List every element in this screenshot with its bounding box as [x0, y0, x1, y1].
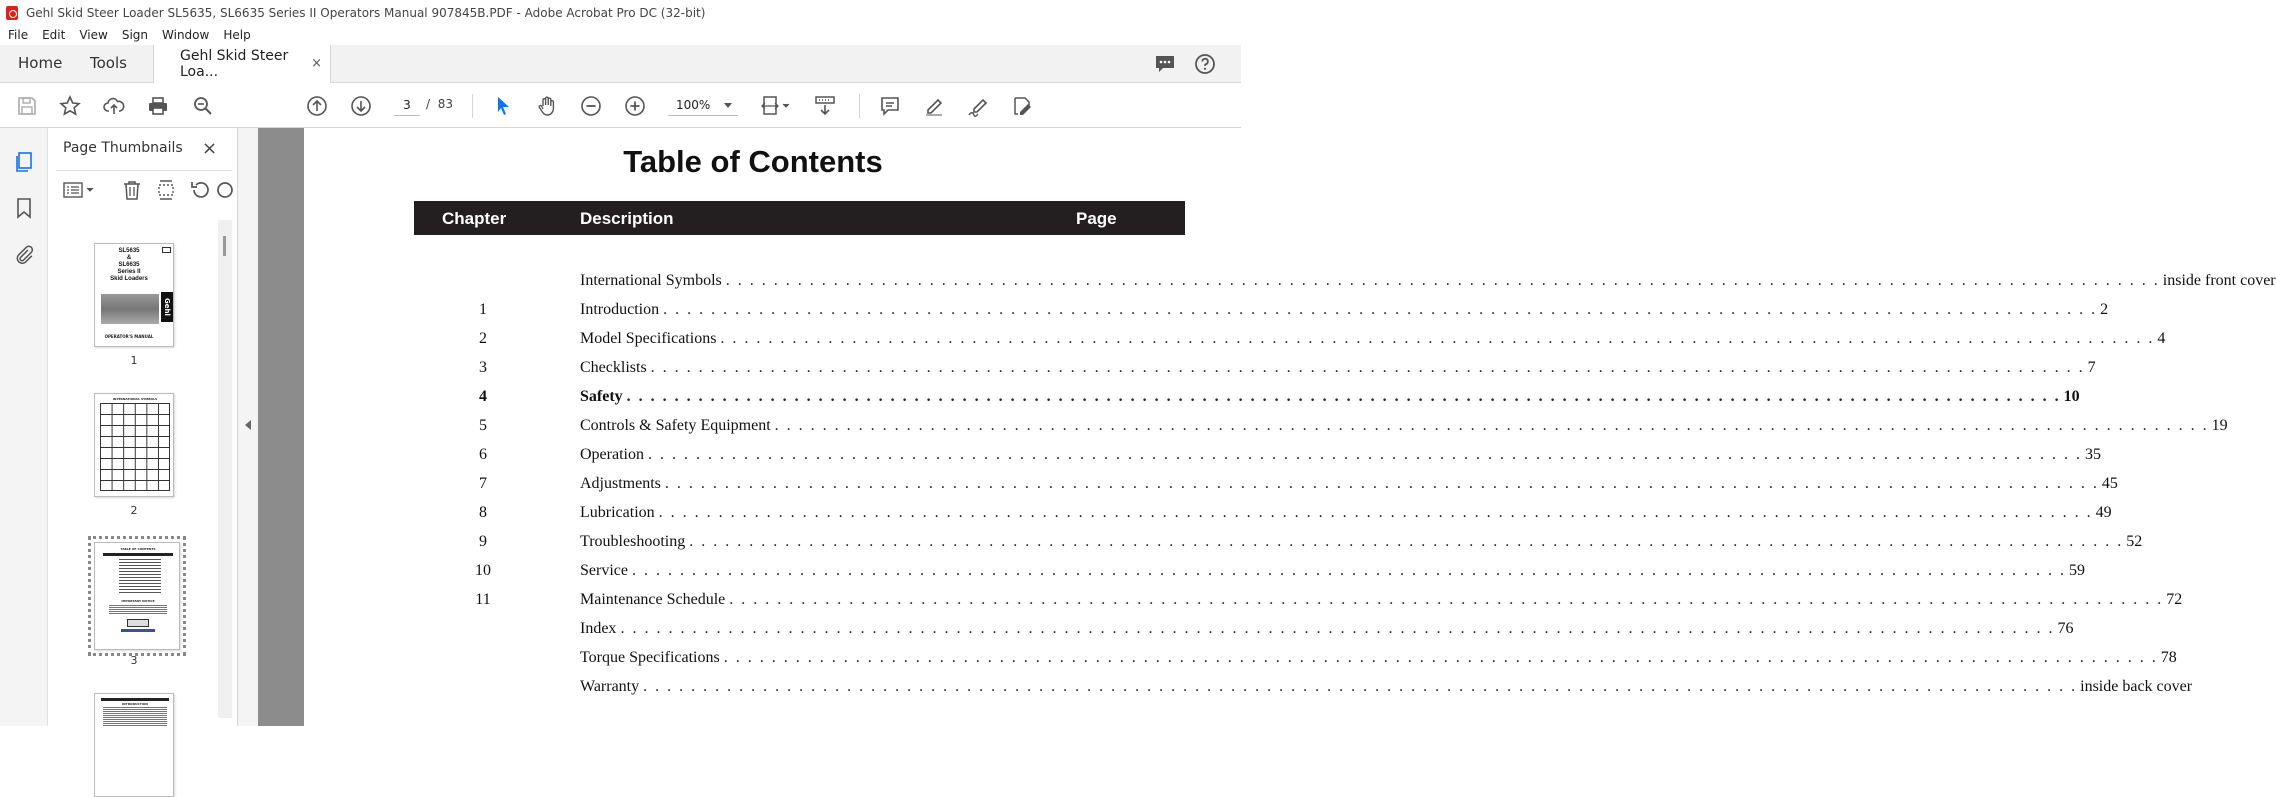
toc-page-number: 2 — [2100, 301, 2109, 318]
comment-bubble-icon[interactable] — [1153, 52, 1177, 76]
page-fit-icon[interactable] — [758, 94, 792, 118]
thumbnail-list — [48, 220, 234, 720]
menu-window[interactable]: Window — [162, 28, 210, 42]
toc-chapter-number: 8 — [479, 504, 487, 521]
toc-entry — [580, 359, 2096, 377]
thumbnail-scrollbar[interactable] — [218, 220, 232, 718]
toc-leader-dots: . . . . . . . . . . . . . . . . . . . . . . . . . . . . . . . . . . . . . . . . . . . . . . . . . . . . . . . . . . . . . . . . . . . . . . . . . . . . . . . . . . . . . . . . . . . . . . . . . . . . . . . . . . . . . . . . . . . . . . . . — [647, 446, 2082, 463]
select-cursor-icon[interactable] — [491, 94, 515, 118]
zoom-out-icon[interactable] — [579, 94, 603, 118]
upload-cloud-icon[interactable] — [102, 94, 126, 118]
page-number-input[interactable]: 3 — [394, 94, 420, 116]
cover-line: & — [126, 255, 132, 261]
panel-title: Page Thumbnails — [63, 140, 183, 156]
thumbnail-number: 3 — [130, 654, 138, 667]
toc-leader-dots: . . . . . . . . . . . . . . . . . . . . . . . . . . . . . . . . . . . . . . . . . . . . . . . . . . . . . . . . . . . . . . . . . . . . . . . . . . . . . . . . . . . . . . . . . . . . . . . . . . . . . . . . . . . . . . . . . . . . . . . . — [663, 301, 2098, 318]
thumb-notice-box — [127, 619, 149, 627]
cover-line: SL6635 — [118, 262, 140, 268]
toc-page-number: 78 — [2160, 649, 2177, 666]
toc-leader-dots: . . . . . . . . . . . . . . . . . . . . . . . . . . . . . . . . . . . . . . . . . . . . . . . . . . . . . . . . . . . . . . . . . . . . . . . . . . . . . . . . . . . . . . . . . . . . . . . . . . . . . . . . . . . . . . . . . . . . . . . . — [725, 272, 2160, 289]
bookmark-star-icon[interactable] — [58, 94, 82, 118]
toc-description: Operation — [580, 446, 644, 463]
toc-leader-dots: . . . . . . . . . . . . . . . . . . . . . . . . . . . . . . . . . . . . . . . . . . . . . . . . . . . . . . . . . . . . . . . . . . . . . . . . . . . . . . . . . . . . . . . . . . . . . . . . . . . . . . . . . . . . . . . . . . . . . . . . — [650, 359, 2085, 376]
menu-bar — [0, 25, 1241, 45]
cover-line: SL5635 — [118, 248, 140, 254]
toc-row[interactable] — [414, 446, 2101, 468]
toc-leader-dots: . . . . . . . . . . . . . . . . . . . . . . . . . . . . . . . . . . . . . . . . . . . . . . . . . . . . . . . . . . . . . . . . . . . . . . . . . . . . . . . . . . . . . . . . . . . . . . . . . . . . . . . . . . . . . . . . . . . . . . . . — [664, 475, 2099, 492]
zoom-search-icon[interactable] — [191, 94, 215, 118]
document-tab-label: Gehl Skid Steer Loa... — [180, 48, 289, 80]
toc-chapter-number: 4 — [479, 388, 487, 405]
window-title: Gehl Skid Steer Loader SL5635, SL6635 Series II Operators Manual 907845B.PDF - Adobe Acrobat Pro DC (32-bit) — [26, 5, 706, 20]
toc-leader-dots: . . . . . . . . . . . . . . . . . . . . . . . . . . . . . . . . . . . . . . . . . . . . . . . . . . . . . . . . . . . . . . . . . . . . . . . . . . . . . . . . . . . . . . . . . . . . . . . . . . . . . . . . . . . . . . . . . . . . . . . . — [723, 649, 2158, 666]
toc-chapter-number: 2 — [479, 330, 487, 347]
rotate-page-icon[interactable] — [188, 178, 212, 202]
page-count-label — [426, 97, 453, 111]
toc-page-number: 52 — [2126, 533, 2143, 550]
tab-document[interactable] — [153, 45, 331, 83]
toc-page-number: 4 — [2157, 330, 2166, 347]
menu-help[interactable]: Help — [223, 28, 251, 42]
toc-description: Maintenance Schedule — [580, 591, 726, 608]
toc-leader-dots: . . . . . . . . . . . . . . . . . . . . . . . . . . . . . . . . . . . . . . . . . . . . . . . . . . . . . . . . . . . . . . . . . . . . . . . . . . . . . . . . . . . . . . . . . . . . . . . . . . . . . . . . . . . . . . . . . . . . . . . . — [658, 504, 2093, 521]
toc-entry — [580, 272, 2276, 290]
toc-row[interactable] — [414, 301, 2109, 323]
page-thumbnails-panel — [48, 128, 238, 726]
cover-badge-icon — [162, 247, 171, 253]
thumb-link-line — [121, 629, 155, 632]
menu-sign[interactable]: Sign — [121, 28, 149, 42]
toc-description: Warranty — [580, 678, 640, 695]
toc-page-number: 49 — [2095, 504, 2112, 521]
zoom-level-value: 100% — [676, 98, 711, 112]
close-panel-icon[interactable]: × — [202, 138, 218, 159]
help-icon[interactable] — [1193, 52, 1217, 76]
toc-entry — [580, 533, 2143, 551]
document-viewer — [258, 128, 2276, 726]
toc-description: Checklists — [580, 359, 647, 376]
toc-entry — [580, 591, 2183, 609]
toc-row[interactable] — [414, 678, 2193, 700]
toc-row[interactable] — [414, 649, 2177, 671]
symbols-grid — [100, 403, 170, 491]
toc-description: Controls & Safety Equipment — [580, 417, 771, 434]
toc-entry — [580, 562, 2085, 580]
toc-leader-dots: . . . . . . . . . . . . . . . . . . . . . . . . . . . . . . . . . . . . . . . . . . . . . . . . . . . . . . . . . . . . . . . . . . . . . . . . . . . . . . . . . . . . . . . . . . . . . . . . . . . . . . . . . . . . . . . . . . . . . . . . — [689, 533, 2124, 550]
toc-chapter-number: 11 — [475, 591, 491, 608]
toc-page-number: 19 — [2211, 417, 2228, 434]
toc-entry — [580, 678, 2193, 696]
toc-row[interactable] — [414, 475, 2118, 497]
thumbnail-options-icon[interactable] — [62, 178, 98, 202]
cover-line: Skid Loaders — [110, 276, 148, 282]
hand-tool-icon[interactable] — [535, 94, 559, 118]
bookmarks-icon[interactable] — [12, 196, 36, 220]
toc-description: Lubrication — [580, 504, 655, 521]
panel-toolbar — [56, 176, 232, 206]
cover-photo — [101, 294, 159, 324]
fill-sign-icon[interactable] — [1010, 94, 1034, 118]
thumb-body-text — [103, 707, 167, 727]
toc-chapter-number: 5 — [479, 417, 487, 434]
toc-description: Troubleshooting — [580, 533, 686, 550]
toc-row[interactable] — [414, 388, 2080, 410]
toc-entry — [580, 388, 2080, 406]
chevron-down-icon — [724, 103, 732, 108]
delete-trash-icon[interactable] — [120, 178, 144, 202]
page-separator: / — [426, 97, 431, 111]
page-thumbnails-icon[interactable] — [12, 150, 36, 174]
toc-entry — [580, 446, 2101, 464]
toc-row[interactable] — [414, 533, 2143, 555]
title-bar — [0, 0, 1241, 25]
toc-page-number: 59 — [2068, 562, 2085, 579]
toc-header-bar — [414, 201, 1185, 235]
toc-entry — [580, 504, 2112, 522]
save-icon[interactable] — [15, 94, 39, 118]
chevron-left-icon — [245, 420, 251, 430]
toc-leader-dots: . . . . . . . . . . . . . . . . . . . . . . . . . . . . . . . . . . . . . . . . . . . . . . . . . . . . . . . . . . . . . . . . . . . . . . . . . . . . . . . . . . . . . . . . . . . . . . . . . . . . . . . . . . . . . . . . . . . . . . . . — [620, 620, 2055, 637]
toc-description: Introduction — [580, 301, 660, 318]
toc-leader-dots: . . . . . . . . . . . . . . . . . . . . . . . . . . . . . . . . . . . . . . . . . . . . . . . . . . . . . . . . . . . . . . . . . . . . . . . . . . . . . . . . . . . . . . . . . . . . . . . . . . . . . . . . . . . . . . . . . . . . . . . . — [643, 678, 2078, 695]
toc-row[interactable] — [414, 591, 2183, 613]
thumb-header-bar — [103, 553, 173, 556]
page-thumbnail-2[interactable] — [94, 393, 174, 497]
page-thumbnail-3[interactable] — [94, 542, 180, 650]
toc-entry — [580, 330, 2166, 348]
thumb-toc-lines — [119, 559, 161, 593]
toc-page-number: 45 — [2101, 475, 2118, 492]
zoom-in-icon[interactable] — [623, 94, 647, 118]
cover-footer: OPERATOR'S MANUAL — [104, 334, 154, 339]
panel-collapse-handle[interactable] — [238, 128, 258, 726]
menu-file[interactable]: File — [8, 28, 29, 42]
thumbnail-number: 1 — [130, 354, 138, 367]
toc-chapter-number: 6 — [479, 446, 487, 463]
toc-description: International Symbols — [580, 272, 722, 289]
toc-entry — [580, 649, 2177, 667]
toc-page-number: inside back cover — [2080, 678, 2193, 695]
page-thumbnail-4[interactable] — [94, 693, 174, 797]
toc-page-number: 35 — [2084, 446, 2101, 463]
thumb-header: INTRODUCTION — [122, 702, 148, 706]
toc-leader-dots: . . . . . . . . . . . . . . . . . . . . . . . . . . . . . . . . . . . . . . . . . . . . . . . . . . . . . . . . . . . . . . . . . . . . . . . . . . . . . . . . . . . . . . . . . . . . . . . . . . . . . . . . . . . . . . . . . . . . . . . . — [631, 562, 2066, 579]
toc-row[interactable] — [414, 562, 2085, 584]
toc-entry — [580, 301, 2109, 319]
toc-description: Safety — [580, 388, 623, 405]
toc-leader-dots: . . . . . . . . . . . . . . . . . . . . . . . . . . . . . . . . . . . . . . . . . . . . . . . . . . . . . . . . . . . . . . . . . . . . . . . . . . . . . . . . . . . . . . . . . . . . . . . . . . . . . . . . . . . . . . . . . . . . . . . . — [729, 591, 2164, 608]
thumb-header: INTERNATIONAL SYMBOLS — [112, 397, 158, 401]
attachments-paperclip-icon[interactable] — [12, 242, 36, 266]
toc-description: Adjustments — [580, 475, 661, 492]
extract-pages-icon[interactable] — [154, 178, 178, 202]
toc-row[interactable] — [414, 330, 2166, 352]
toc-chapter-number: 7 — [479, 475, 487, 492]
toc-chapter-number: 10 — [475, 562, 491, 579]
toc-leader-dots: . . . . . . . . . . . . . . . . . . . . . . . . . . . . . . . . . . . . . . . . . . . . . . . . . . . . . . . . . . . . . . . . . . . . . . . . . . . . . . . . . . . . . . . . . . . . . . . . . . . . . . . . . . . . . . . . . . . . . . . . — [720, 330, 2155, 347]
toc-row[interactable] — [414, 417, 2228, 439]
toc-leader-dots: . . . . . . . . . . . . . . . . . . . . . . . . . . . . . . . . . . . . . . . . . . . . . . . . . . . . . . . . . . . . . . . . . . . . . . . . . . . . . . . . . . . . . . . . . . . . . . . . . . . . . . . . . . . . . . . . . . . . . . . . — [774, 417, 2209, 434]
print-icon[interactable] — [146, 94, 170, 118]
menu-edit[interactable]: Edit — [42, 28, 66, 42]
left-navigation-rail — [0, 128, 48, 726]
scroll-mode-icon[interactable] — [813, 94, 837, 118]
toc-description: Service — [580, 562, 628, 579]
tab-bar — [0, 45, 1241, 83]
thumbnail-scrollbar-thumb[interactable] — [223, 236, 226, 256]
close-tab-icon[interactable]: × — [311, 56, 322, 71]
toc-description: Model Specifications — [580, 330, 717, 347]
zoom-level-select[interactable] — [668, 94, 738, 116]
comment-icon[interactable] — [878, 94, 902, 118]
thumb-subheader: IMPORTANT NOTICE — [121, 599, 155, 603]
toc-page-number: 76 — [2057, 620, 2074, 637]
tab-tools[interactable]: Tools — [90, 54, 127, 72]
thumb-header-bar — [101, 698, 169, 701]
cover-text — [99, 248, 159, 283]
page-title: Table of Contents — [623, 144, 883, 179]
toc-description: Torque Specifications — [580, 649, 720, 666]
menu-view[interactable]: View — [79, 28, 108, 42]
toolbar-divider — [472, 94, 473, 118]
toc-description: Index — [580, 620, 617, 637]
toc-page-number: 10 — [2063, 388, 2080, 405]
thumb-notice-text — [109, 605, 167, 615]
panel-divider — [56, 170, 232, 171]
draw-sign-icon[interactable] — [966, 94, 990, 118]
total-pages: 83 — [437, 97, 453, 111]
tab-home[interactable]: Home — [18, 54, 63, 72]
highlighter-pen-icon[interactable] — [922, 94, 946, 118]
toc-chapter-number: 3 — [479, 359, 487, 376]
cover-line: Series II — [117, 269, 141, 275]
acrobat-app-icon — [6, 6, 18, 20]
gehl-logo: Gehl — [161, 292, 173, 322]
header-page: Page — [1076, 209, 1117, 228]
toc-entry — [580, 417, 2228, 435]
toc-row[interactable] — [414, 504, 2112, 526]
toc-page-number: 72 — [2166, 591, 2183, 608]
toc-chapter-number: 1 — [479, 301, 487, 318]
thumbnail-number: 2 — [130, 504, 138, 517]
previous-page-icon[interactable] — [305, 94, 329, 118]
toc-row[interactable] — [414, 620, 2074, 642]
next-page-icon[interactable] — [349, 94, 373, 118]
toc-row[interactable] — [414, 272, 2276, 294]
more-tools-icon[interactable] — [218, 178, 232, 202]
toc-chapter-number: 9 — [479, 533, 487, 550]
toc-row[interactable] — [414, 359, 2096, 381]
toc-leader-dots: . . . . . . . . . . . . . . . . . . . . . . . . . . . . . . . . . . . . . . . . . . . . . . . . . . . . . . . . . . . . . . . . . . . . . . . . . . . . . . . . . . . . . . . . . . . . . . . . . . . . . . . . . . . . . . . . . . . . . . . . — [626, 388, 2061, 405]
toc-entry — [580, 475, 2118, 493]
header-description: Description — [580, 209, 674, 228]
main-toolbar — [0, 84, 1241, 128]
thumb-header: TABLE OF CONTENTS — [120, 547, 156, 551]
pdf-page — [304, 128, 2276, 726]
toolbar-divider — [859, 94, 860, 118]
toc-page-number: 7 — [2087, 359, 2096, 376]
page-thumbnail-1[interactable] — [94, 243, 174, 347]
toc-page-number: inside front cover — [2162, 272, 2276, 289]
header-chapter: Chapter — [442, 209, 507, 228]
toc-entry — [580, 620, 2074, 638]
